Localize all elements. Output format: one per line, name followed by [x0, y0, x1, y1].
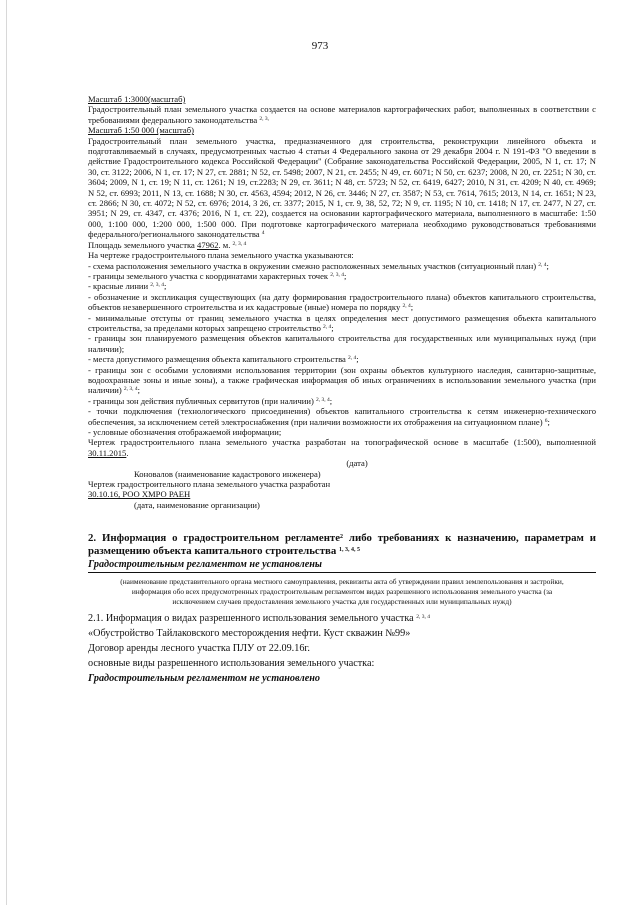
scale-2: Масштаб 1:50 000 (масштаб)	[88, 125, 194, 136]
developed-by: Чертеж градостроительного плана земельного участка разработан	[88, 479, 331, 490]
drawing-item: - минимальные отступы от границ земельного участка в целях определения мест допустимого размещения объекта капитального строительства, за пределами которых запрещено строительство $^{2, 4}$;	[88, 312, 596, 333]
drawing-item: - границы зон планируемого размещения объектов капитального строительства для государственных или муниципальных нужд (при наличии);	[88, 333, 596, 354]
scan-edge-line	[6, 0, 7, 905]
topo-paragraph: Чертеж градостроительного плана земельного участка разработан на топографической основе в масштабе (1:500), выполненной 30.11.2015.	[88, 437, 596, 458]
area-value: 47962	[197, 239, 219, 250]
drawing-item: - условные обозначения отображаемой информации;	[88, 427, 282, 437]
drawing-item: - границы зон действия публичных сервитутов (при наличии) $^{2, 3, 4}$;	[88, 395, 333, 406]
object-name: «Обустройство Тайлаковского месторождения нефти. Куст скважин №99»	[88, 628, 411, 640]
basis-paragraph: Градостроительный план земельного участка создается на основе материалов картографических работ, выполненных в соответствии с требованиями федерального законодательства $^{2, 3,}$	[88, 104, 596, 125]
drawing-item: - схема расположения земельного участка в окружении смежно расположенных земельных участков (ситуационный план) $^{2, 4}$;	[88, 260, 549, 271]
area-line: Площадь земельного участка 47962. м. $^{2, 3, 4}$	[88, 239, 247, 250]
date-caption: (дата)	[346, 458, 368, 469]
org-caption: (дата, наименование организации)	[134, 499, 260, 510]
drawing-item: - обозначение и экспликация существующих (на дату формирования градостроительного плана) объектов капитального строительства, объектов незавершенного строительства и их кадастровые (иные) номера по порядку $^{2, 4}$;	[88, 291, 596, 313]
section-2-title: 2. Информация о градостроительном регламенте$^2$ либо требованиях к назначению, параметрам и размещению объекта капитального строительства $^{1, 3, 4, 5}$	[88, 532, 596, 558]
drawing-item: - точки подключения (технологического присоединения) объектов капитального строительства к сетям инженерно-технического обеспечения, за исключением сетей электроснабжения (при наличии возможности их отображения на ситуационном плане) $^6$;	[88, 406, 596, 427]
not-established-1: Градостроительным регламентом не установлены	[88, 558, 596, 573]
regulation-note: (наименование представительного органа местного самоуправления, реквизиты акта об утверждении правил землепользования и застройки, информация обо всех предусмотренных градостроительным регламентом видах разрешенного использования земельного участка (за исключением случаев предоставления земельного участка для государственных или муниципальных нужд)	[120, 577, 564, 607]
lease-agreement: Договор аренды лесного участка ПЛУ от 22.09.16г.	[88, 643, 310, 655]
drawing-intro: На чертеже градостроительного плана земельного участка указываются:	[88, 250, 354, 261]
org-value: 30.10.16, РОО ХМРО РАЕН	[88, 489, 191, 500]
drawing-item: - красные линии $^{2, 3, 4}$;	[88, 281, 167, 292]
engineer-name: Коновалов (наименование кадастрового инженера)	[134, 468, 321, 479]
drawing-item: - границы зон с особыми условиями использования территории (зон охраны объектов культурного наследия, санитарно-защитные, водоохранные зоны и иные зоны), а также графическая информация об иных ограничениях в использовании земельного участка (при наличии) $^{2, 3, 4}$;	[88, 364, 596, 396]
linear-object-paragraph: Градостроительный план земельного участка, предназначенного для строительства, реконструкции линейного объекта и подготавливаемый в случаях, предусмотренных частью 4 статьи 4 Федерального закона от 29 декабря 2004 г. N 191-ФЗ "О введении в действие Градостроительного кодекса Российской Федерации" (Собрание законодательства Российской Федерации, 2005, N 1, ст. 17; N 30, ст. 3122; 2006, N 1, ст. 17; N 27, ст. 2881; N 52, ст. 5498; 2007, N 21, ст. 2455; N 49, ст. 6071; N 50, ст. 6237; 2008, N 20, ст. 2251; N 30, ст. 3604; 2009, N 1, ст. 19; N 11, ст. 1261; N 19, ст.2283; N 29, ст. 3611; N 48, ст. 5723; N 52, ст. 6419, 6427; 2010, N 31, ст. 4209; N 40, ст. 4969; N 52, ст. 6993; 2011, N 13, ст. 1688; N 30, ст. 4563, 4594; 2012, N 26, ст. 3446; N 27, ст. 3587; N 53, ст. 7614, 7615; 2013, N 14, ст. 1651; N 23, ст. 2866; N 30, ст. 4072; N 52, ст. 6976; 2014, 3 26, ст. 3377; 2015, N 1, ст. 9, 38, 52, 72; N 9, ст. 1195; N 10, ст. 1418; N 17, ст. 2477, N 27, ст. 3951; N 29, ст. 4347, ст. 4376; 2016, N 1, ст. 22), создается на основании картографического материала, выполненного в масштабе: 1:50 000, 1:100 000, 1:200 000, 1:500 000. При подготовке картографического материала необходимо руководствоваться требованиями федерального/регионального законодательства $^4$	[88, 135, 596, 240]
document-body	[88, 94, 596, 686]
section-2-1: 2.1. Информация о видах разрешенного использования земельного участка $^{2, 3, 4}$	[88, 613, 430, 625]
drawing-items-list	[88, 261, 596, 438]
topo-date: 30.11.2015	[88, 447, 127, 458]
drawing-item: - границы земельного участка с координатами характерных точек $^{2, 3, 4}$;	[88, 270, 347, 281]
drawing-item: - места допустимого размещения объекта капитального строительства $^{2, 4}$;	[88, 354, 359, 365]
main-uses: основные виды разрешенного использования земельного участка:	[88, 658, 375, 670]
scale-1: Масштаб 1:3000(масштаб)	[88, 94, 186, 104]
page-number: 973	[311, 40, 329, 52]
not-established-2: Градостроительным регламентом не установлено	[88, 673, 321, 685]
